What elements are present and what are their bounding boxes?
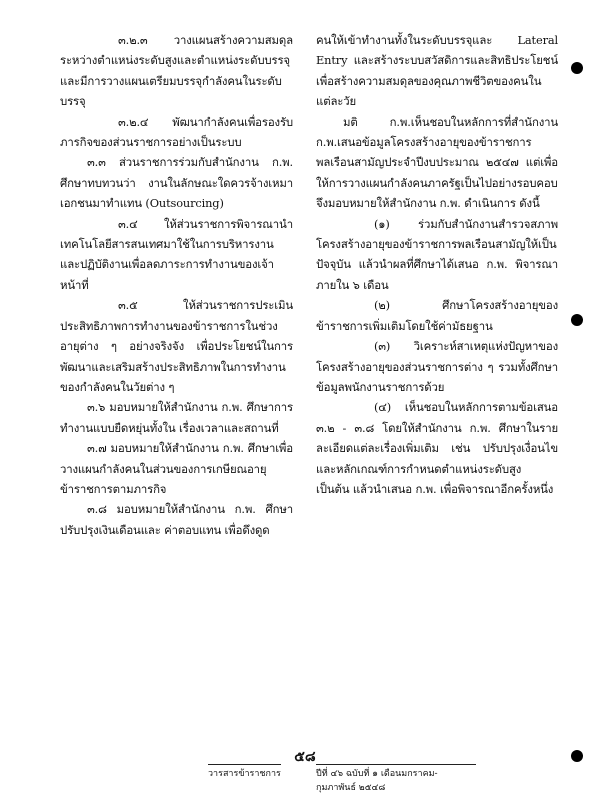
journal-name: วารสารข้าราชการ <box>208 764 281 780</box>
paragraph-continuation: คนให้เข้าทำงานทั้งในระดับบรรจุและ Lateral Entry และสร้างระบบสวัสดิการและสิทธิประโยชน์เพื่อสร้างความสมดุลของคุณภาพชีวิตของคนในแต่ละวัย <box>316 33 558 109</box>
page-number: ๕๘ <box>294 749 316 765</box>
paragraph-item-1: (๑) ร่วมกับสำนักงานสำรวจสภาพโครงสร้างอายุของข้าราชการพลเรือนสามัญให้เป็นปัจจุบัน แล้วนำผลที่ศึกษาได้เสนอ ก.พ. พิจารณาภายใน ๖ เดือน <box>316 216 558 292</box>
paragraph-resolution: มติ ก.พ.เห็นชอบในหลักการที่สำนักงาน ก.พ.เสนอข้อมูลโครงสร้างอายุของข้าราชการพลเรือนสามัญประจำปีงบประมาณ ๒๕๔๗ แต่เพื่อให้การวางแผนกำลังคนภาครัฐเป็นไปอย่างรอบคอบ จึงมอบหมายให้สำนักงาน ก.พ. ดำเนินการ ดังนี้ <box>316 114 558 211</box>
paragraph-3-2-3: ๓.๒.๓ วางแผนสร้างความสมดุลระหว่างตำแหน่งระดับสูงและตำแหน่งระดับบรรจุ และมีการวางแผนเตรียมบรรจุกำลังคนในระดับบรรจุ <box>60 33 293 109</box>
issue-info: ปีที่ ๔๖ ฉบับที่ ๑ เดือนมกราคม-กุมภาพันธ์ ๒๕๔๘ <box>316 764 476 794</box>
paragraph-item-2: (๒) ศึกษาโครงสร้างอายุของข้าราชการเพิ่มเติมโดยใช้ค่ามัธยฐาน <box>316 298 558 333</box>
paragraph-3-3: ๓.๓ ส่วนราชการร่วมกับสำนักงาน ก.พ. ศึกษาทบทวนว่า งานในลักษณะใดควรจ้างเหมาเอกชนมาทำแทน (Outsourcing) <box>60 155 293 211</box>
right-column <box>316 30 558 499</box>
left-column <box>60 30 293 540</box>
binder-hole-dot <box>571 62 583 74</box>
paragraph-3-2-4: ๓.๒.๔ พัฒนากำลังคนเพื่อรองรับภารกิจของส่วนราชการอย่างเป็นระบบ <box>60 114 293 150</box>
paragraph-3-5: ๓.๕ ให้ส่วนราชการประเมินประสิทธิภาพการทำงานของข้าราชการในช่วงอายุต่าง ๆ อย่างจริงจัง เพื่อประโยชน์ในการพัฒนาและเสริมสร้างประสิทธิภาพในการทำงานของกำลังคนในวัยต่าง ๆ <box>60 298 293 394</box>
paragraph-item-3: (๓) วิเคราะห์สาเหตุแห่งปัญหาของโครงสร้างอายุของส่วนราชการต่าง ๆ รวมทั้งศึกษาข้อมูลพนักงานราชการด้วย <box>316 339 558 394</box>
binder-hole-dot <box>571 314 583 326</box>
paragraph-3-8: ๓.๘ มอบหมายให้สำนักงาน ก.พ. ศึกษาปรับปรุงเงินเดือนและ ค่าตอบแทน เพื่อดึงดูด <box>60 502 293 537</box>
paragraph-3-7: ๓.๗ มอบหมายให้สำนักงาน ก.พ. ศึกษาเพื่อวางแผนกำลังคนในส่วนของการเกษียณอายุข้าราชการตามภารกิจ <box>60 441 293 496</box>
paragraph-item-4: (๔) เห็นชอบในหลักการตามข้อเสนอ ๓.๒ - ๓.๘ โดยให้สำนักงาน ก.พ. ศึกษาในรายละเอียดแต่ละเรื่องเพิ่มเติม เช่น ปรับปรุงเงื่อนไขและหลักเกณฑ์การกำหนดตำแหน่งระดับสูง เป็นต้น แล้วนำเสนอ ก.พ. เพื่อพิจารณาอีกครั้งหนึ่ง <box>316 400 558 496</box>
paragraph-3-6: ๓.๖ มอบหมายให้สำนักงาน ก.พ. ศึกษาการทำงานแบบยืดหยุ่นทั้งใน เรื่องเวลาและสถานที่ <box>60 400 293 435</box>
paragraph-3-4: ๓.๔ ให้ส่วนราชการพิจารณานำเทคโนโลยีสารสนเทศมาใช้ในการบริหารงาน และปฏิบัติงานเพื่อลดภาระการทำงานของเจ้าหน้าที่ <box>60 216 293 292</box>
page-footer <box>0 746 612 793</box>
